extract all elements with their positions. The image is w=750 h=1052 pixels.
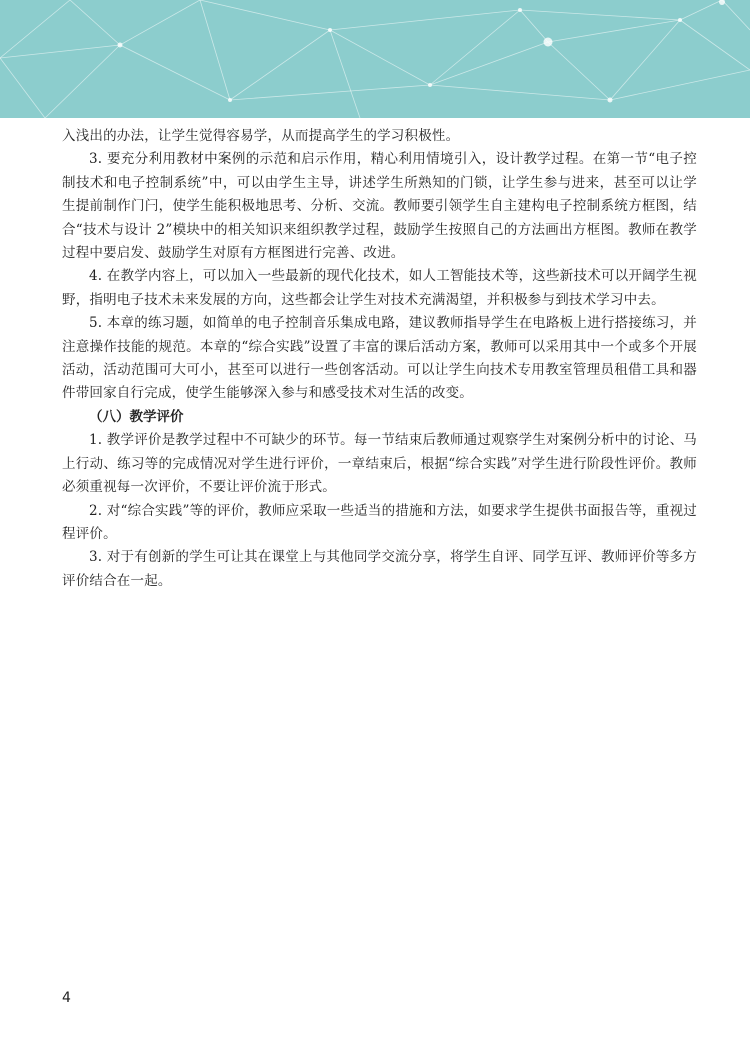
network-pattern <box>0 0 750 118</box>
evaluation-item-2: 2. 对“综合实践”等的评价，教师应采取一些适当的措施和方法，如要求学生提供书面报告等，重视过程评价。 <box>62 502 697 542</box>
page-body <box>62 125 697 593</box>
evaluation-item-1: 1. 教学评价是教学过程中不可缺少的环节。每一节结束后教师通过观察学生对案例分析中的讨论、马上行动、练习等的完成情况对学生进行评价，一章结束后，根据“综合实践”对学生进行阶段性评价。教师必须重视每一次评价，不要让评价流于形式。 <box>62 432 697 496</box>
paragraph-item-4: 4. 在教学内容上，可以加入一些最新的现代化技术，如人工智能技术等，这些新技术可以开阔学生视野，指明电子技术未来发展的方向，这些都会让学生对技术充满渴望，并积极参与到技术学习中去。 <box>62 268 697 308</box>
evaluation-item-3: 3. 对于有创新的学生可让其在课堂上与其他同学交流分享，将学生自评、同学互评、教师评价等多方评价结合在一起。 <box>62 549 697 589</box>
paragraph-item-5: 5. 本章的练习题，如简单的电子控制音乐集成电路，建议教师指导学生在电路板上进行搭接练习，并注意操作技能的规范。本章的“综合实践”设置了丰富的课后活动方案，教师可以采用其中一个或多个开展活动，活动范围可大可小，甚至可以进行一些创客活动。可以让学生向技术专用教室管理员租借工具和器件带回家自行完成，使学生能够深入参与和感受技术对生活的改变。 <box>62 315 697 402</box>
paragraph-item-3: 3. 要充分利用教材中案例的示范和启示作用，精心利用情境引入，设计教学过程。在第一节“电子控制技术和电子控制系统”中，可以由学生主导，讲述学生所熟知的门锁，让学生参与进来，甚至可以让学生提前制作门闩，使学生能积极地思考、分析、交流。教师要引领学生自主建构电子控制系统方框图，结合“技术与设计 2”模块中的相关知识来组织教学过程，鼓励学生按照自己的方法画出方框图。教师在教学过程中要启发、鼓励学生对原有方框图进行完善、改进。 <box>62 151 697 262</box>
paragraph-continuation: 入浅出的办法，让学生觉得容易学，从而提高学生的学习积极性。 <box>62 128 460 144</box>
header-banner <box>0 0 750 118</box>
page-number: 4 <box>62 990 71 1006</box>
section-heading: （八）教学评价 <box>89 408 184 425</box>
